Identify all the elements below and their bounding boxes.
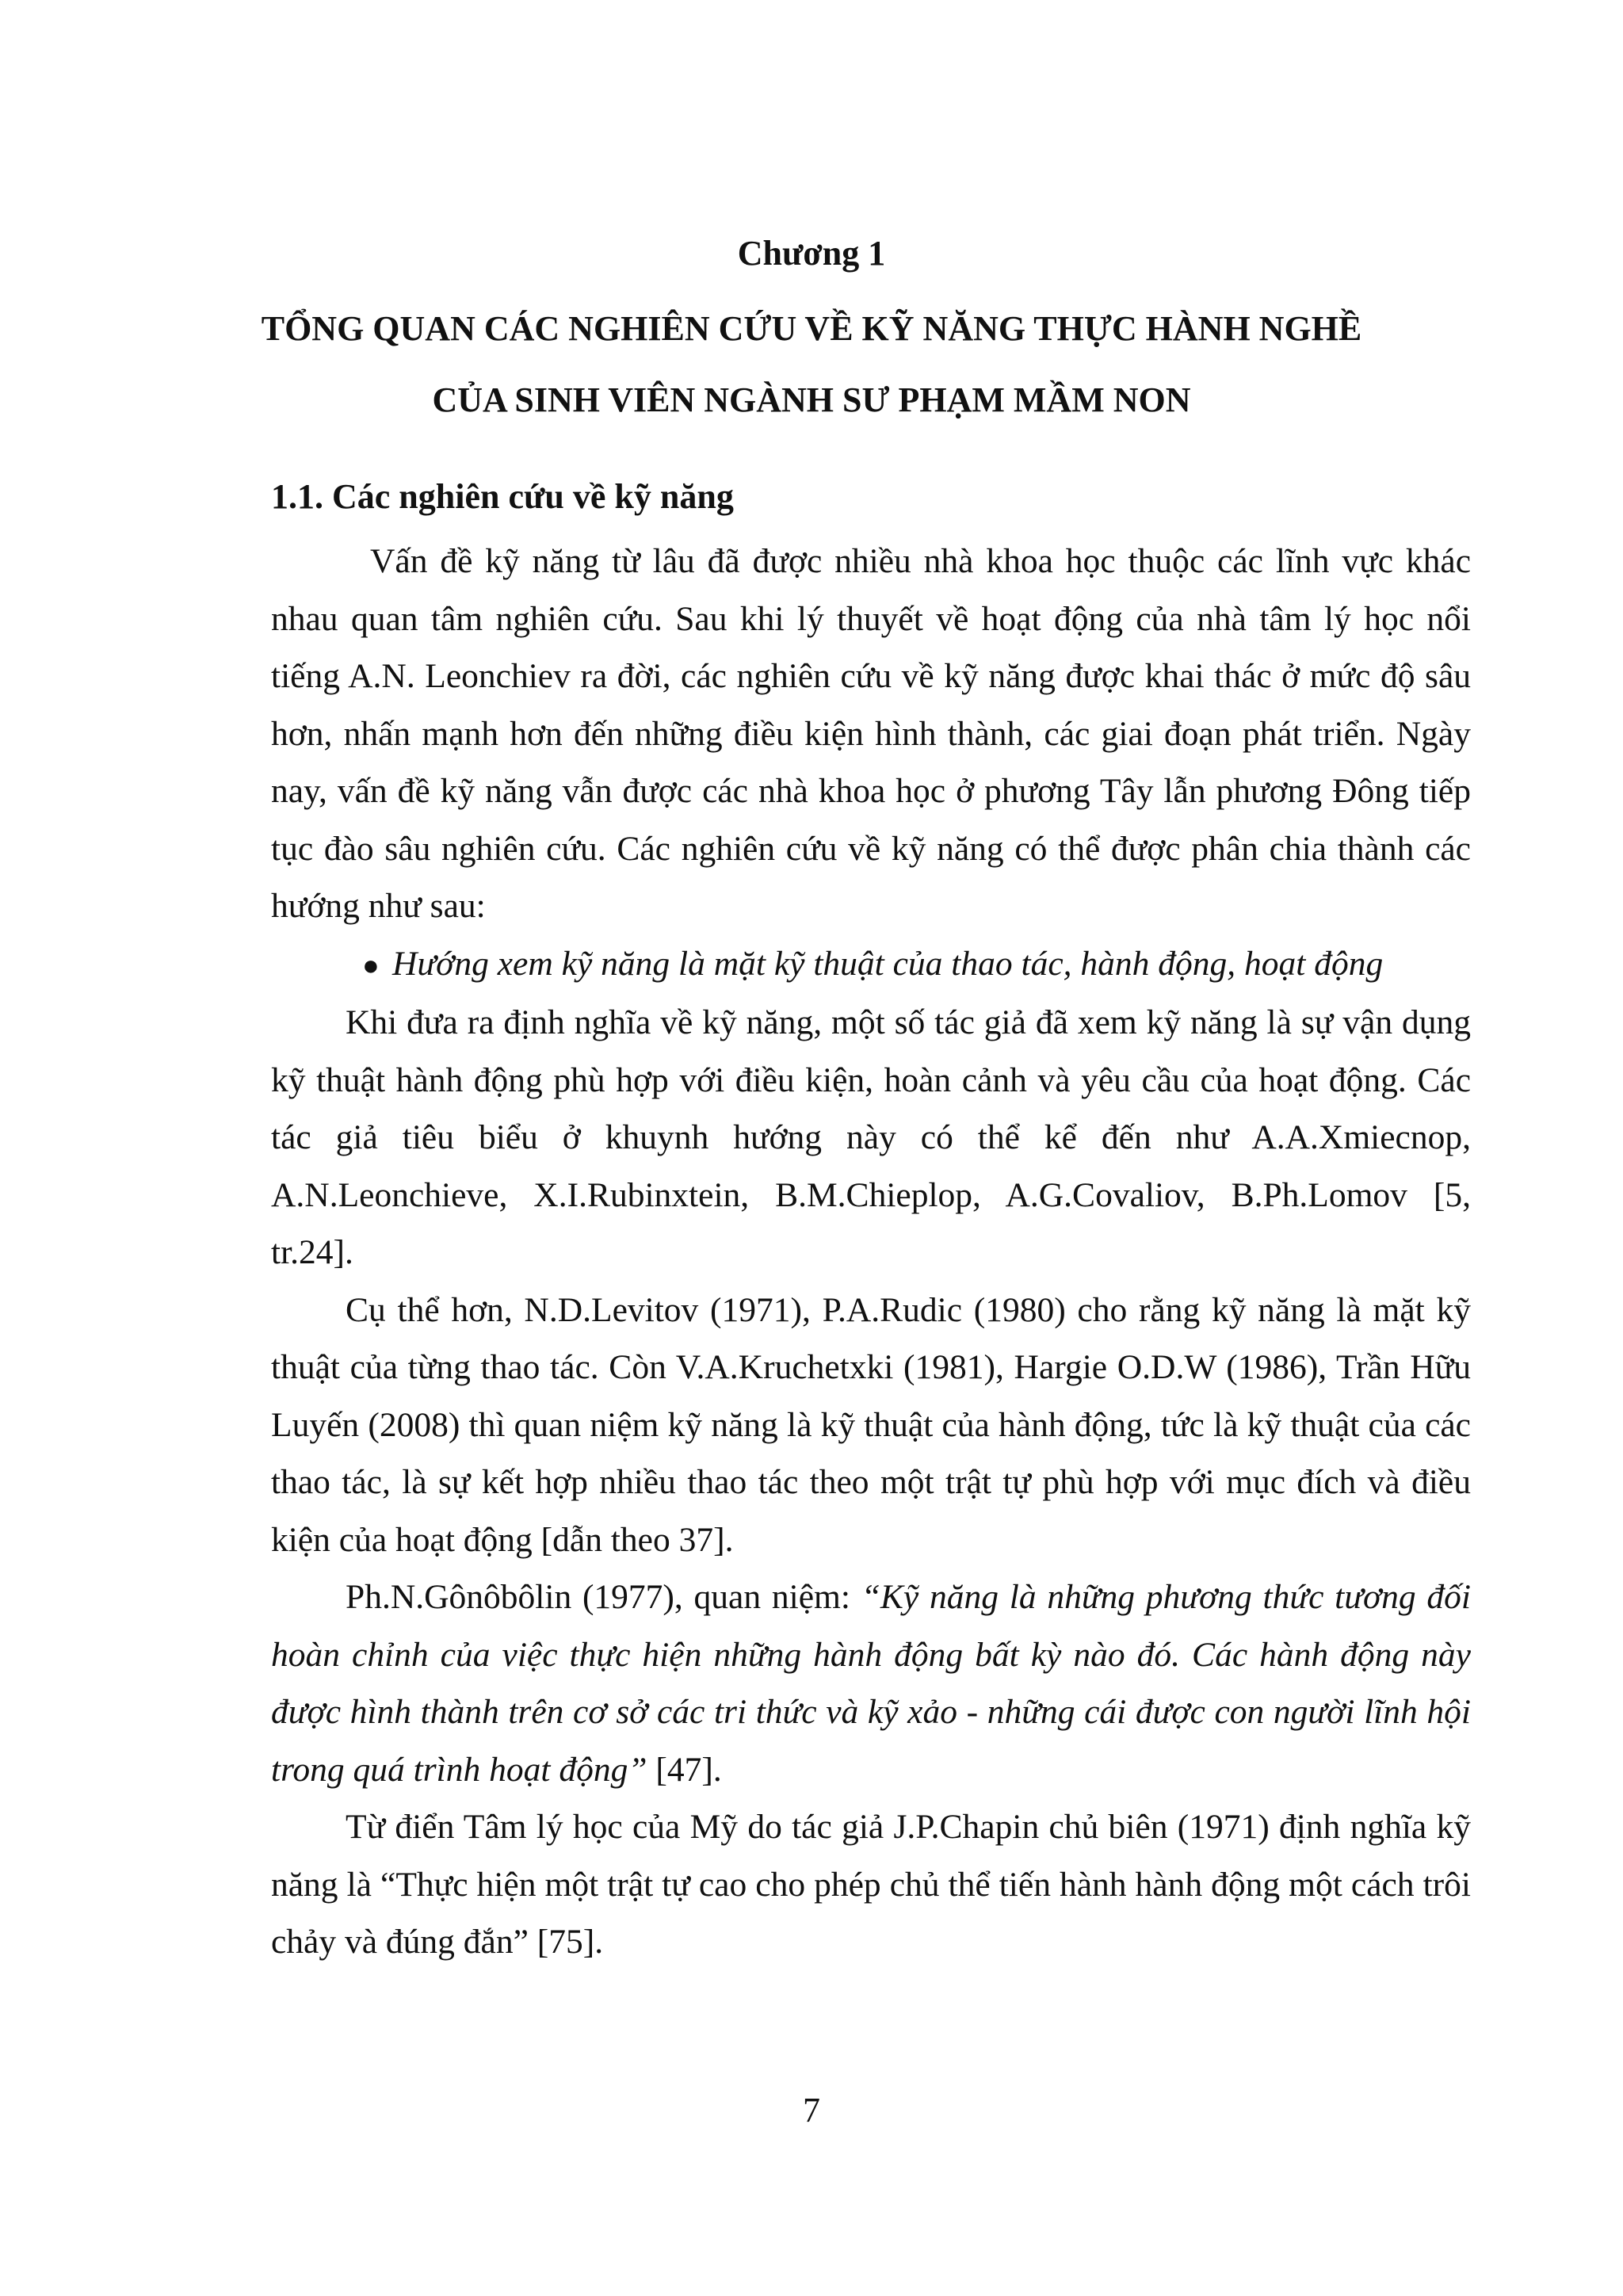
chapter-title-line-2: CỦA SINH VIÊN NGÀNH SƯ PHẠM MẦM NON xyxy=(432,380,1191,419)
paragraph-5: Từ điển Tâm lý học của Mỹ do tác giả J.P.Chapin chủ biên (1971) định nghĩa kỹ năng là “Thực hiện một trật tự cao cho phép chủ thể tiến hành hành động một cách trôi chảy và đúng đắn” [75]. xyxy=(271,1808,1471,1961)
body-text xyxy=(271,533,1471,1971)
bullet-dot-icon: ● xyxy=(362,949,380,981)
paragraph-1: Vấn đề kỹ năng từ lâu đã được nhiều nhà khoa học thuộc các lĩnh vực khác nhau quan tâm nghiên cứu. Sau khi lý thuyết về hoạt động của nhà tâm lý học nổi tiếng A.N. Leonchiev ra đời, các nghiên cứu về kỹ năng được khai thác ở mức độ sâu hơn, nhấn mạnh hơn đến những điều kiện hình thành, các giai đoạn phát triển. Ngày nay, vấn đề kỹ năng vẫn được các nhà khoa học ở phương Tây lẫn phương Đông tiếp tục đào sâu nghiên cứu. Các nghiên cứu về kỹ năng có thể được phân chia thành các hướng như sau: xyxy=(271,542,1471,925)
paragraph-4 xyxy=(271,1568,1471,1798)
chapter-title xyxy=(238,293,1385,436)
paragraph-4-quote: “Kỹ năng là những phương thức tương đối hoàn chỉnh của việc thực hiện những hành động bất kỳ nào đó. Các hành động này được hình thành trên cơ sở các tri thức và kỹ xảo - những cái được con người lĩnh hội trong quá trình hoạt động” xyxy=(271,1578,1471,1789)
paragraph-2: Khi đưa ra định nghĩa về kỹ năng, một số tác giả đã xem kỹ năng là sự vận dụng kỹ thuật hành động phù hợp với điều kiện, hoàn cảnh và yêu cầu của hoạt động. Các tác giả tiêu biểu ở khuynh hướng này có thể kể đến như A.A.Xmiecnop, A.N.Leonchieve, X.I.Rubinxtein, B.M.Chieplop, A.G.Covaliov, B.Ph.Lomov [5, tr.24]. xyxy=(271,1003,1471,1271)
paragraph-4-lead: Ph.N.Gônôbôlin (1977), quan niệm: xyxy=(346,1578,861,1616)
paragraph-3: Cụ thể hơn, N.D.Levitov (1971), P.A.Rudic (1980) cho rằng kỹ năng là mặt kỹ thuật của từng thao tác. Còn V.A.Kruchetxki (1981), Hargie O.D.W (1986), Trần Hữu Luyến (2008) thì quan niệm kỹ năng là kỹ thuật của hành động, tức là kỹ thuật của các thao tác, là sự kết hợp nhiều thao tác theo một trật tự phù hợp với mục đích và điều kiện của hoạt động [dẫn theo 37]. xyxy=(271,1290,1471,1559)
paragraph-4-citation: [47]. xyxy=(647,1750,722,1789)
bullet-text: Hướng xem kỹ năng là mặt kỹ thuật của thao tác, hành động, hoạt động xyxy=(392,944,1384,983)
section-heading: 1.1. Các nghiên cứu về kỹ năng xyxy=(271,477,734,516)
chapter-label: Chương 1 xyxy=(737,234,886,273)
chapter-title-line-1: TỔNG QUAN CÁC NGHIÊN CỨU VỀ KỸ NĂNG THỰC HÀNH NGHỀ xyxy=(261,309,1362,348)
bullet-item xyxy=(271,935,1471,995)
page-number: 7 xyxy=(803,2091,820,2130)
